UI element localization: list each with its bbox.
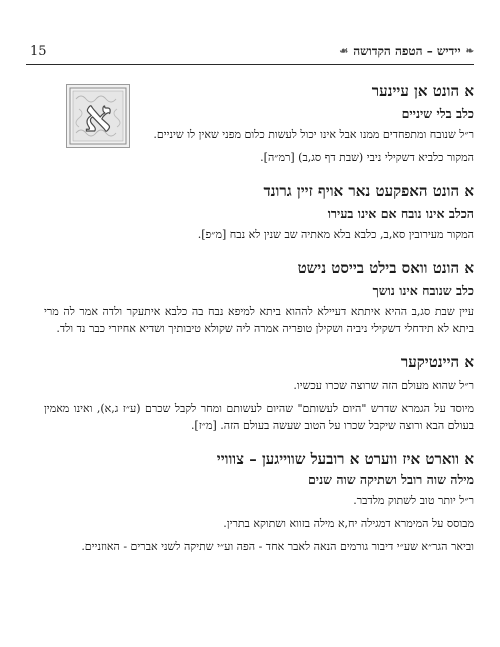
entry-paragraph: ר״ל יותר טוב לשתוק מלדבר. bbox=[353, 494, 474, 507]
ornament-right-icon: ❧ bbox=[465, 46, 474, 57]
entry-title: א הונט האפקעט נאר אויף זיין גרונד bbox=[263, 182, 474, 200]
entry-subtitle: מילה שוה רובל ושתיקה שוה שנים bbox=[308, 472, 474, 487]
entry-paragraph: המקור כלביא דשקילי ניבי (שבת דף סג,ב) [רמ״ה]. bbox=[260, 151, 474, 164]
running-head bbox=[339, 44, 474, 59]
page-number: 15 bbox=[30, 44, 47, 59]
entry-title: א הונט אן עיינער bbox=[371, 82, 474, 100]
entry-subtitle: הכלב אינו נובח אם אינו בעירו bbox=[327, 206, 474, 221]
entry bbox=[184, 82, 474, 122]
entry-paragraph: וביאר הגר״א שע״י דיבור גורמים הנאה לאבר אחד - הפה וע״י שתיקה לשני אברים - האוזניים. bbox=[81, 540, 474, 553]
entry bbox=[44, 450, 474, 555]
entry-title: א הונט וואס בילט בייסט נישט bbox=[297, 259, 474, 277]
entry bbox=[44, 259, 474, 337]
running-title: יידיש – הטפה הקדושה bbox=[353, 44, 461, 58]
entry-title: א ווארט איז ווערט א רובעל שווייגען – צווויי bbox=[216, 450, 474, 468]
entry-subtitle: כלב בלי שיניים bbox=[401, 106, 474, 121]
entry-paragraph: ר״ל שהוא מעולם הזה שרוצה שכרו עכשיו. bbox=[293, 379, 474, 392]
entry-paragraph: עיין שבת סג,ב ההיא איתתא דעיילא לההוא ביתא למיפא נבח בה כלבא איתעקר ולדה אמר לה מרי ביתא לא תידחלי דשקילי ניביה ושקילן טופריה אמרה ליה שקולא טיבותיך ושדיא אחיזרי כבר נד ולד. bbox=[44, 305, 474, 335]
entry bbox=[44, 182, 474, 243]
page-header bbox=[26, 38, 474, 65]
entry-subtitle: כלב שנובח אינו נושך bbox=[372, 283, 474, 298]
entry-title: א היינטיקער bbox=[400, 353, 474, 371]
initial-letter: א bbox=[84, 92, 112, 141]
entry-paragraph: מיוסד על הגמרא שדרש "היום לעשותם" שהיום לעשותם ומחר לקבל שכרם (ע״ז ג,א), ואינו מאמין בעולם הבא ורוצה שיקבל שכרו על הטוב שעשה בעולם הזה. [מ״ז]. bbox=[44, 402, 474, 432]
main-content bbox=[44, 82, 474, 555]
entry-paragraph: המקור מעירובין סא,ב, כלבא בלא מאתיה שב שנין לא נבח [מ״פ]. bbox=[197, 228, 474, 241]
entry-body bbox=[44, 126, 474, 166]
entry-paragraph: ר״ל שנובח ומתפחדים ממנו אבל אינו יכול לעשות כלום מפני שאין לו שיניים. bbox=[153, 128, 474, 141]
ornament-left-icon: ☙ bbox=[339, 46, 349, 57]
entry-paragraph: מבוסס על המימרא דמגילה יח,א מילה בזווא ושתוקא בתרין. bbox=[223, 517, 474, 530]
entry bbox=[44, 353, 474, 434]
